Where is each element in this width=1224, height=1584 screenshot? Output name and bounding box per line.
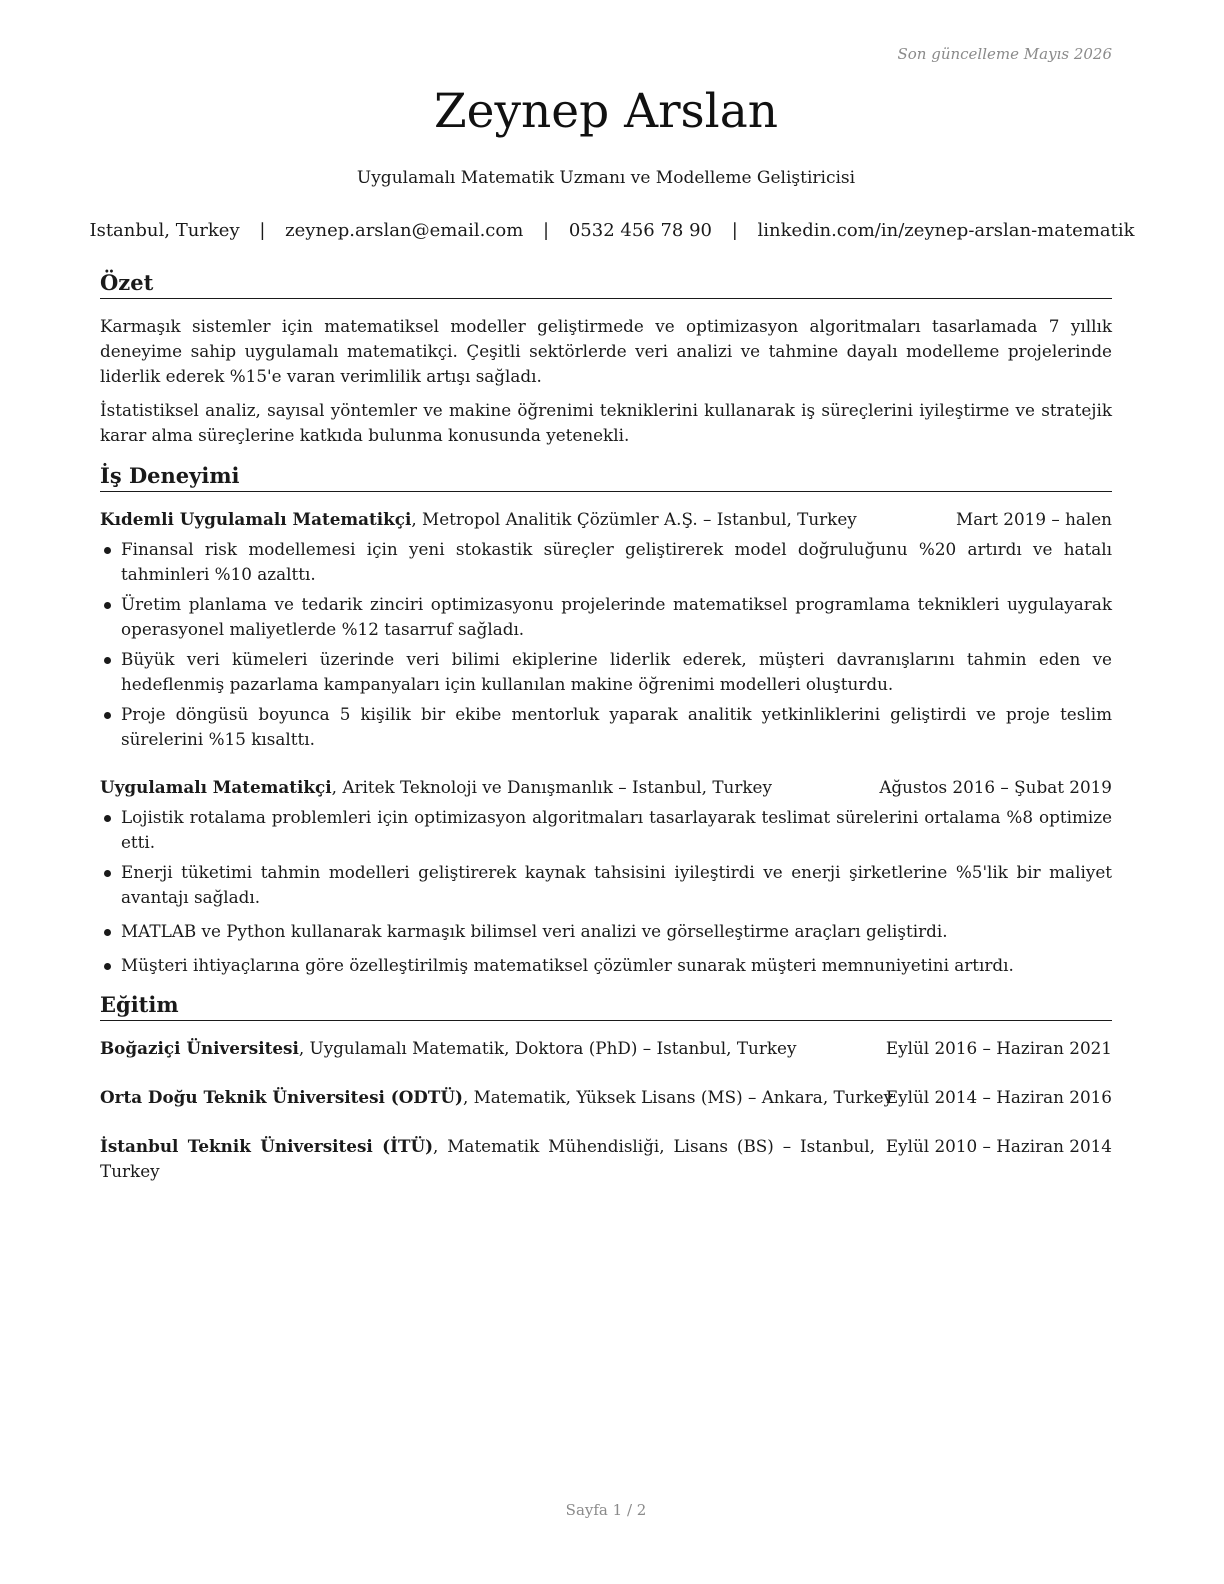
education-entry: [100, 1036, 1112, 1061]
bullet-icon: [104, 815, 111, 822]
candidate-name: Zeynep Arslan: [434, 84, 778, 139]
contact-separator: |: [543, 220, 550, 241]
contact-separator: |: [259, 220, 266, 241]
job-dates: Mart 2019 – halen: [956, 509, 1112, 529]
education-school: Boğaziçi Üniversitesi: [100, 1038, 299, 1058]
list-item: Finansal risk modellemesi için yeni stokastik süreçler geliştirerek model doğruluğunu %20 artırdı ve hatalı tahminleri %10 azalttı.: [100, 537, 1112, 587]
education-dates: Eylül 2010 – Haziran 2014: [885, 1136, 1112, 1156]
bullet-icon: [104, 929, 111, 936]
bullet-icon: [104, 870, 111, 877]
list-item: Büyük veri kümeleri üzerinde veri bilimi ekiplerine liderlik ederek, müşteri davranışlarını tahmin eden ve hedeflenmiş pazarlama kampanyaları için kullanılan makine öğrenimi modelleri oluşturdu.: [100, 647, 1112, 697]
section-heading-education: Eğitim: [100, 992, 1112, 1021]
bullet-icon: [104, 602, 111, 609]
summary-paragraph: Karmaşık sistemler için matematiksel modeller geliştirmede ve optimizasyon algoritmaları tasarlamada 7 yıllık deneyime sahip uygulamalı matematikçi. Çeşitli sektörlerde veri analizi ve tahmine dayalı modelleme projelerinde liderlik ederek %15'e varan verimlilik artışı sağladı.: [100, 316, 1112, 386]
job-dates: Ağustos 2016 – Şubat 2019: [879, 777, 1112, 797]
list-item: Proje döngüsü boyunca 5 kişilik bir ekibe mentorluk yaparak analitik yetkinliklerini geliştirdi ve proje teslim sürelerini %15 kısalttı.: [100, 702, 1112, 752]
summary-paragraph: İstatistiksel analiz, sayısal yöntemler ve makine öğrenimi tekniklerini kullanarak iş süreçlerini iyileştirme ve stratejik karar alma süreçlerine katkıda bulunma konusunda yetenekli.: [100, 400, 1112, 445]
candidate-title: Uygulamalı Matematik Uzmanı ve Modelleme Geliştiricisi: [356, 168, 856, 188]
list-item: MATLAB ve Python kullanarak karmaşık bilimsel veri analizi ve görselleştirme araçları geliştirdi.: [100, 919, 1112, 944]
job-org: , Metropol Analitik Çözümler A.Ş. – Istanbul, Turkey: [411, 509, 857, 529]
page-number: Sayfa 1 / 2: [565, 1501, 647, 1519]
education-school: Orta Doğu Teknik Üniversitesi (ODTÜ): [100, 1087, 463, 1107]
contact-email[interactable]: zeynep.arslan@email.com: [285, 220, 524, 241]
job-org: , Aritek Teknoloji ve Danışmanlık – Istanbul, Turkey: [331, 777, 772, 797]
contact-separator: |: [731, 220, 738, 241]
list-item: Üretim planlama ve tedarik zinciri optimizasyonu projelerinde matematiksel programlama teknikleri uygulayarak operasyonel maliyetlerde %12 tasarruf sağladı.: [100, 592, 1112, 642]
education-entry: [100, 1134, 1112, 1184]
section-heading-experience: İş Deneyimi: [100, 463, 1112, 492]
bullet-icon: [104, 657, 111, 664]
education-detail: , Matematik Mühendisliği, Lisans (BS) – Istanbul, Turkey: [100, 1136, 875, 1181]
list-item: Lojistik rotalama problemleri için optimizasyon algoritmaları tasarlayarak teslimat sürelerini ortalama %8 optimize etti.: [100, 805, 1112, 855]
job-header: [100, 507, 1112, 532]
list-item: Enerji tüketimi tahmin modelleri geliştirerek kaynak tahsisini iyileştirdi ve enerji şirketlerine %5'lik bir maliyet avantajı sağladı.: [100, 860, 1112, 910]
contact-linkedin[interactable]: linkedin.com/in/zeynep-arslan-matematik: [757, 220, 1135, 241]
contact-line: [0, 220, 1224, 241]
job-role: Kıdemli Uygulamalı Matematikçi: [100, 509, 412, 529]
contact-location: Istanbul, Turkey: [89, 220, 240, 241]
job-bullets: [100, 805, 1112, 978]
job-role: Uygulamalı Matematikçi: [100, 777, 332, 797]
education-dates: Eylül 2016 – Haziran 2021: [885, 1038, 1112, 1058]
contact-phone: 0532 456 78 90: [568, 220, 712, 241]
bullet-icon: [104, 963, 111, 970]
bullet-icon: [104, 712, 111, 719]
job-bullets: [100, 537, 1112, 752]
last-updated-note: Son güncelleme Mayıs 2026: [897, 45, 1112, 63]
education-entry: [100, 1085, 1112, 1110]
education-dates: Eylül 2014 – Haziran 2016: [885, 1087, 1112, 1107]
education-detail: , Matematik, Yüksek Lisans (MS) – Ankara, Turkey: [462, 1087, 894, 1107]
bullet-icon: [104, 547, 111, 554]
resume-page: [89, 0, 1135, 1584]
education-school: İstanbul Teknik Üniversitesi (İTÜ): [100, 1136, 434, 1156]
job-header: [100, 775, 1112, 800]
section-heading-summary: Özet: [100, 270, 1112, 299]
education-detail: , Uygulamalı Matematik, Doktora (PhD) – Istanbul, Turkey: [298, 1038, 797, 1058]
list-item: Müşteri ihtiyaçlarına göre özelleştirilmiş matematiksel çözümler sunarak müşteri memnuniyetini artırdı.: [100, 953, 1112, 978]
